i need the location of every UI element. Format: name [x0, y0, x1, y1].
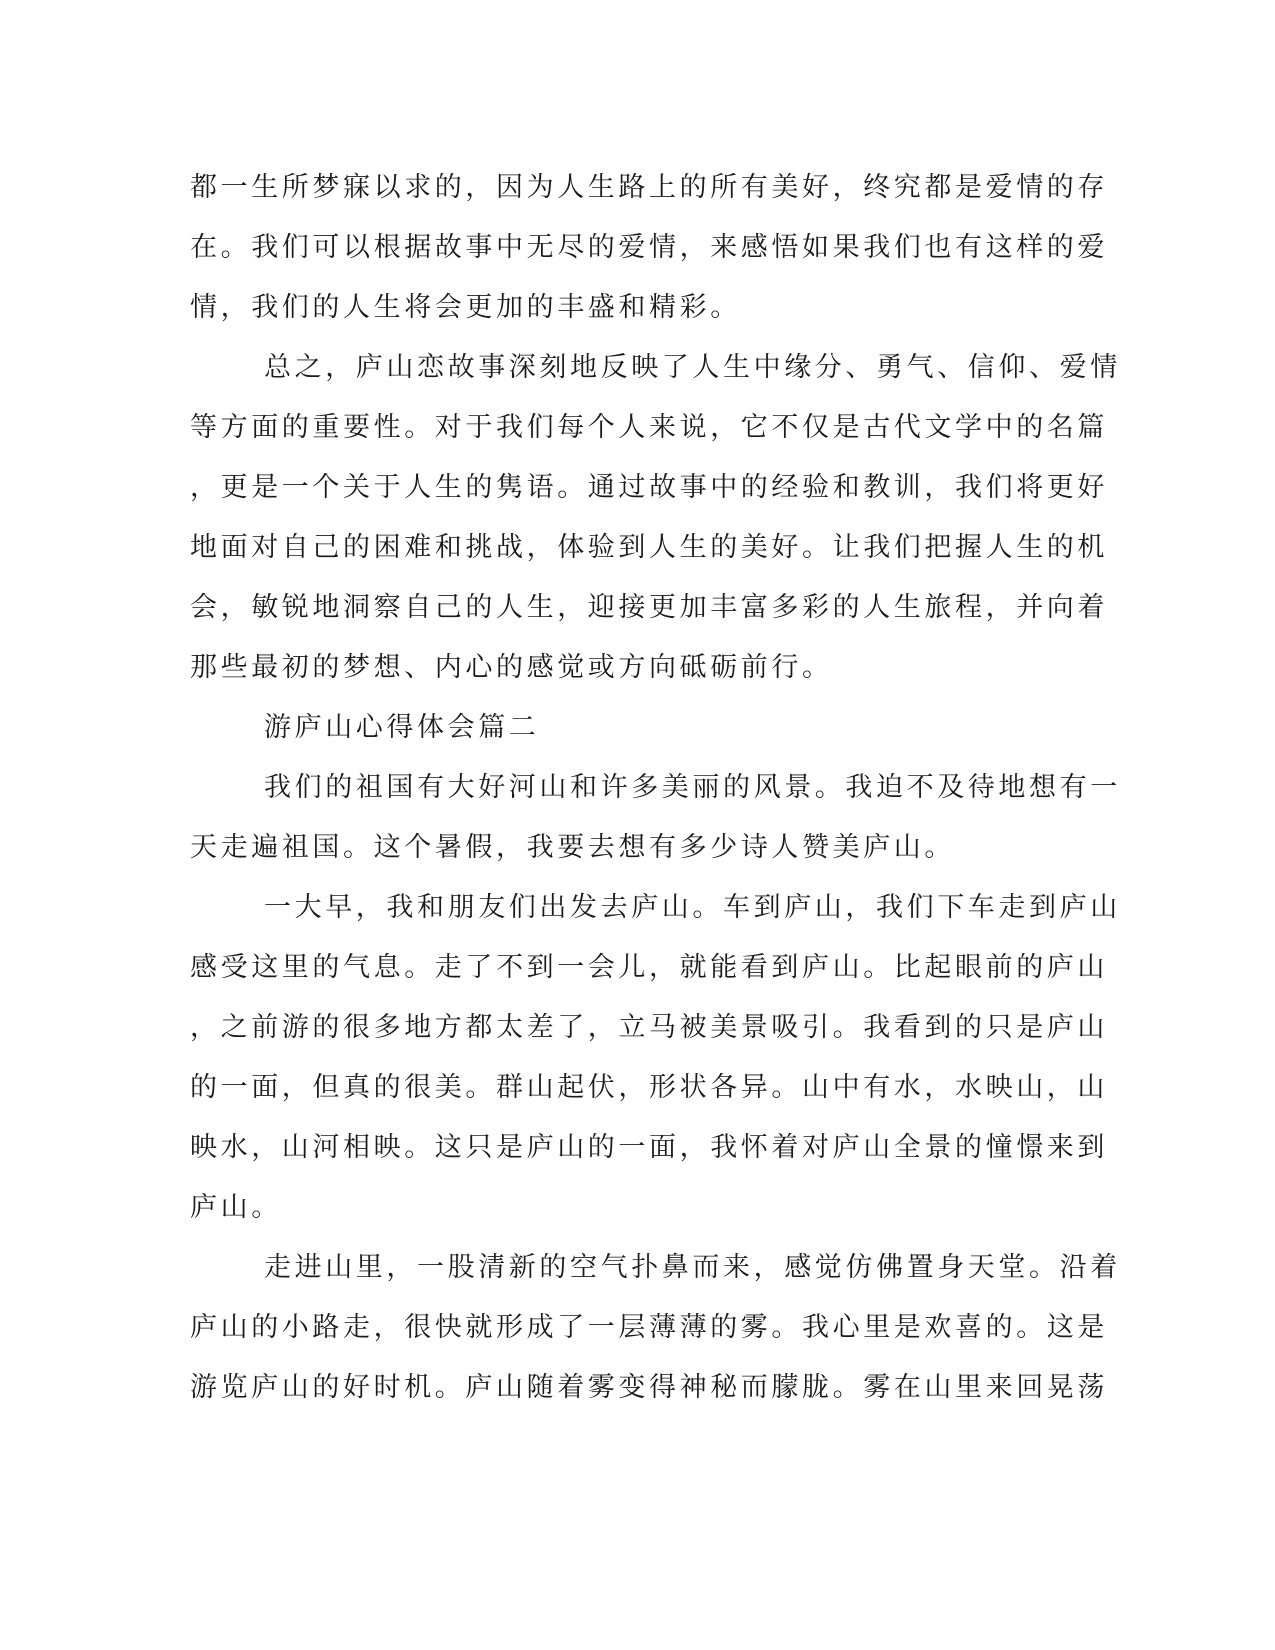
text-line: 庐山的小路走，很快就形成了一层薄薄的雾。我心里是欢喜的。这是: [190, 1312, 1108, 1343]
paragraph-first-line: 走进山里，一股清新的空气扑鼻而来，感觉仿佛置身天堂。沿着: [264, 1252, 1121, 1283]
text-line: 情，我们的人生将会更加的丰盛和精彩。: [190, 292, 741, 323]
text-line: 庐山。: [190, 1192, 282, 1223]
text-line: 会，敏锐地洞察自己的人生，迎接更加丰富多彩的人生旅程，并向着: [190, 592, 1108, 623]
text-line: 游览庐山的好时机。庐山随着雾变得神秘而朦胧。雾在山里来回晃荡: [190, 1372, 1108, 1403]
text-line: ，之前游的很多地方都太差了，立马被美景吸引。我看到的只是庐山: [190, 1012, 1108, 1043]
text-line: ，更是一个关于人生的隽语。通过故事中的经验和教训，我们将更好: [190, 472, 1108, 503]
text-line: 那些最初的梦想、内心的感觉或方向砥砺前行。: [190, 652, 833, 683]
text-line: 的一面，但真的很美。群山起伏，形状各异。山中有水，水映山，山: [190, 1072, 1108, 1103]
text-line: 都一生所梦寐以求的，因为人生路上的所有美好，终究都是爱情的存: [190, 172, 1108, 203]
text-line: 感受这里的气息。走了不到一会儿，就能看到庐山。比起眼前的庐山: [190, 952, 1108, 983]
paragraph-first-line: 一大早，我和朋友们出发去庐山。车到庐山，我们下车走到庐山: [264, 892, 1121, 923]
section-heading: 游庐山心得体会篇二: [264, 712, 540, 743]
text-line: 映水，山河相映。这只是庐山的一面，我怀着对庐山全景的憧憬来到: [190, 1132, 1108, 1163]
paragraph-first-line: 总之，庐山恋故事深刻地反映了人生中缘分、勇气、信仰、爱情: [264, 352, 1121, 383]
paragraph-first-line: 我们的祖国有大好河山和许多美丽的风景。我迫不及待地想有一: [264, 772, 1121, 803]
text-line: 在。我们可以根据故事中无尽的爱情，来感悟如果我们也有这样的爱: [190, 232, 1108, 263]
text-line: 地面对自己的困难和挑战，体验到人生的美好。让我们把握人生的机: [190, 532, 1108, 563]
text-line: 天走遍祖国。这个暑假，我要去想有多少诗人赞美庐山。: [190, 832, 955, 863]
text-line: 等方面的重要性。对于我们每个人来说，它不仅是古代文学中的名篇: [190, 412, 1108, 443]
